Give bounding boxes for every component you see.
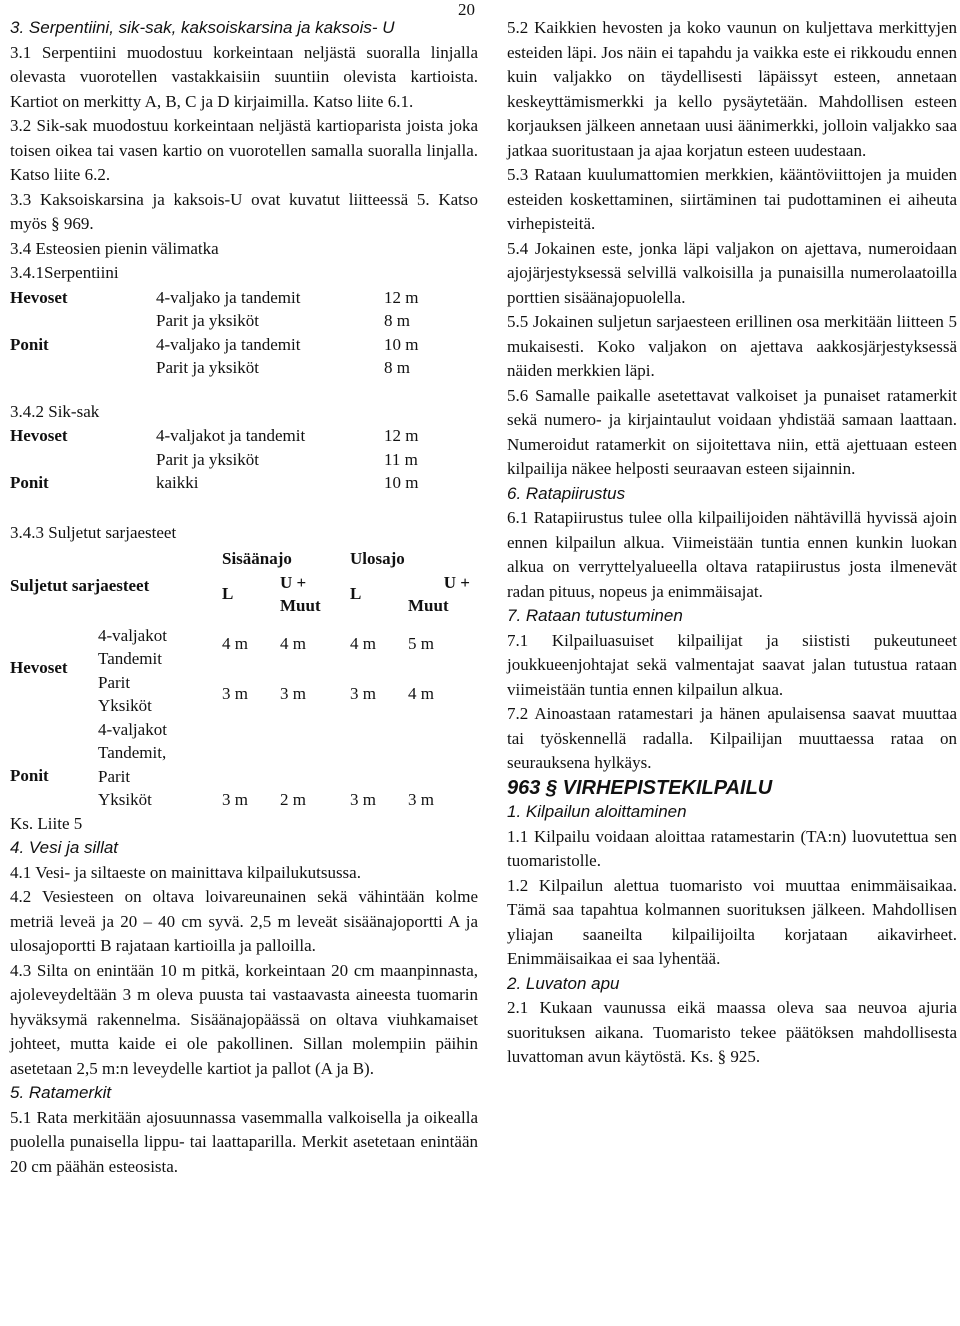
table-row xyxy=(10,471,450,495)
group-cell: Hevoset xyxy=(10,426,68,445)
section-7-heading: 7. Rataan tutustuminen xyxy=(507,606,683,625)
value-cell: 3 m xyxy=(280,684,306,704)
left-column xyxy=(10,16,478,1179)
value-cell: 4 m xyxy=(350,634,376,654)
para-4-1: 4.1 Vesi- ja siltaeste on mainittava kilpailukutsussa. xyxy=(10,862,361,882)
group-cell xyxy=(10,448,156,472)
group-cell: Ponit xyxy=(10,473,49,492)
para-3-1: 3.1 Serpentiini muodostuu korkeintaan neljästä suoralla linjalla olevasta vuorotellen vastakkaisiin suuntiin olevista kartioista. Kartiot on merkitty A, B, C ja D kirjaimilla. Katso liite 6.1. xyxy=(10,42,478,111)
item-line: Tandemit, xyxy=(98,743,167,762)
sub-u-b: Muut xyxy=(408,596,449,615)
para-5-4: 5.4 Jokainen este, jonka läpi valjakon on ajettava, numeroidaan ajojärjestyksessä selvillä valkoisilla ja punaisilla numerolaatoilla porttien sisäänajopuolella. xyxy=(507,238,957,307)
sub-u-a: U + xyxy=(443,572,470,592)
para-6-1: 6.1 Ratapiirustus tulee olla kilpailijoiden nähtävillä hyvissä ajoin ennen kilpailun alkua. Viimeistään tuntia ennen kunkin luokan alkua on verryttelyalueella oltava ratapiirustus josta ilmenevät radan pituus, nopeus ja enimmäisajat. xyxy=(507,508,957,601)
item-cell xyxy=(98,671,222,718)
para-5-2: 5.2 Kaikkien hevosten ja koko vaunun on kuljettava merkittyjen esteiden läpi. Jos näin ei tapahdu ja vaikka este ei rikkoudu ennen kuin valjakko on täydellisesti läpäissyt esteen, annetaan keskeyttämismerkki ja kello pysäytetään. Mahdollisen esteen korjauksen jälkeen annetaan uusi äänimerkki, jolloin valjakko saa jatkaa suoritustaan ja ajaa korjatun esteen uudestaan. xyxy=(507,18,957,160)
value-cell: 3 m xyxy=(350,684,376,704)
item-cell: kaikki xyxy=(156,473,199,492)
para-3-3: 3.3 Kaksoiskarsina ja kaksois-U ovat kuvatut liitteessä 5. Katso myös § 969. xyxy=(10,189,478,233)
sub-u-b: Muut xyxy=(280,596,321,615)
value-cell: 4 m xyxy=(280,634,306,654)
para-1-2: 1.2 Kilpailun alettua tuomaristo voi muuttaa enimmäisaikaa. Tämä saa tapahtua kolmannen suorituksen jälkeen. Mahdollisen yliajan saaneilta kilpailijoilta korjataan aikavirheet. Enimmäisaikaa ei saa lyhentää. xyxy=(507,875,957,968)
value-cell: 2 m xyxy=(280,790,306,809)
sub-l: L xyxy=(222,584,234,604)
group-cell xyxy=(10,309,156,333)
hevoset-label: Hevoset xyxy=(10,657,68,677)
item-cell: 4-valjakot ja tandemit xyxy=(156,426,306,445)
ponit-items-cell xyxy=(98,718,470,812)
table-row xyxy=(10,718,470,812)
col-ulosajo: Ulosajo xyxy=(350,549,405,568)
item-cell: 4-valjako ja tandemit xyxy=(156,287,301,307)
item-line: Parit xyxy=(98,672,131,692)
right-column xyxy=(507,16,957,1070)
suljetut-table xyxy=(10,547,470,812)
para-4-2: 4.2 Vesiesteen on oltava loivareunainen sekä vähintään kolme metriä leveä ja 20 – 40 cm syvä. 2,5 m leveät sisäänajoportti A ja ulosajoportti B rajataan kartioilla ja palloilla. xyxy=(10,887,478,955)
section-3-heading: 3. Serpentiini, sik-sak, kaksoiskarsina ja kaksois- U xyxy=(10,18,395,37)
section-2-heading: 2. Luvaton apu xyxy=(507,973,620,993)
ponit-last-row xyxy=(98,788,470,812)
sub-u xyxy=(280,571,350,618)
table-row xyxy=(10,309,450,333)
table-row xyxy=(10,547,470,571)
section-4-heading: 4. Vesi ja sillat xyxy=(10,838,119,857)
table-row xyxy=(10,618,470,671)
sub-l: L xyxy=(350,584,362,604)
value-cell: 5 m xyxy=(408,634,434,654)
value-cell: 3 m xyxy=(350,790,376,809)
group-cell: Ponit xyxy=(10,334,49,354)
para-3-2: 3.2 Sik-sak muodostuu korkeintaan neljästä kartioparista joista joka toisen oikea tai vasen kartio on vuorotellen samalla suoralla linjalla. Katso liite 6.2. xyxy=(10,116,478,184)
item-line: Yksiköt xyxy=(98,696,152,715)
item-line: 4-valjakot xyxy=(98,625,167,645)
para-2-1: 2.1 Kukaan vaunussa eikä maassa oleva saa neuvoa ajuria suorituksen aikana. Tuomaristo tekee päätöksen mahdollisesta luvattoman avun käytöstä. Ks. § 925. xyxy=(507,998,957,1066)
main-heading: 963 § VIRHEPISTEKILPAILU xyxy=(507,776,773,799)
para-3-4: 3.4 Esteosien pienin välimatka xyxy=(10,238,219,258)
item-cell xyxy=(98,618,222,671)
para-5-6: 5.6 Samalle paikalle asetettavat valkoiset ja punaiset ratamerkit sekä numero- ja kirjaintaulut voidaan yhdistää samaan laattaan. Numeroidut ratamerkit on sijoitettava niin, että ajettuaan esteen kilpailija näkee helposti seuraavan esteen sijainnin. xyxy=(507,385,957,478)
para-5-3: 5.3 Rataan kuulumattomien merkkien, kääntöviittojen ja muiden esteiden koskettaminen, siirtäminen tai pudottaminen ei aiheuta virhepisteitä. xyxy=(507,165,957,233)
value-cell: 8 m xyxy=(384,358,410,377)
value-cell: 4 m xyxy=(222,634,248,654)
group-cell xyxy=(10,356,156,380)
col-sisaanajo: Sisäänajo xyxy=(222,549,292,568)
siksak-table xyxy=(10,424,450,495)
para-3-4-3: 3.4.3 Suljetut sarjaesteet xyxy=(10,522,177,542)
suljetut-title: Suljetut sarjaesteet xyxy=(10,575,150,595)
section-1-heading: 1. Kilpailun aloittaminen xyxy=(507,802,687,821)
ponit-label: Ponit xyxy=(10,766,49,785)
para-3-4-2: 3.4.2 Sik-sak xyxy=(10,401,100,421)
value-cell: 3 m xyxy=(222,684,248,704)
ks-liite: Ks. Liite 5 xyxy=(10,813,83,833)
value-cell: 11 m xyxy=(384,449,418,469)
para-4-3: 4.3 Silta on enintään 10 m pitkä, korkeintaan 20 cm maanpinnasta, ajoleveydeltään 3 m oleva puusta tai vastaavasta aineesta tuomarin hyväksymä rakennelma. Sisäänajopäässä on oltava viuhkamaiset johteet, mutta kaide ei ole pakollinen. Sillan molempiin päihin asetetaan 2,5 m:n leveydelle kartiot ja pallot (A ja B). xyxy=(10,960,478,1078)
table-row xyxy=(10,448,450,472)
para-1-1: 1.1 Kilpailu voidaan aloittaa ratamestarin (TA:n) luovutettua sen tuomaristolle. xyxy=(507,826,957,870)
item-line: Yksiköt xyxy=(98,790,152,809)
item-cell: Parit ja yksiköt xyxy=(156,311,259,330)
value-cell: 10 m xyxy=(384,334,419,354)
value-cell: 3 m xyxy=(222,790,248,809)
serpentiini-table xyxy=(10,286,450,380)
item-line: Parit xyxy=(98,766,131,786)
table-row xyxy=(10,424,450,448)
table-row xyxy=(10,286,450,310)
para-7-1: 7.1 Kilpailuasuiset kilpailijat ja siististi pukeutuneet joukkueenjohtajat sekä valmentajat saavat jalan tutustua rataan viimeistään tuntia ennen kilpailun alkua. xyxy=(507,630,957,699)
item-cell: 4-valjako ja tandemit xyxy=(156,334,301,354)
value-cell: 12 m xyxy=(384,287,419,307)
table-row xyxy=(10,356,450,380)
para-7-2: 7.2 Ainoastaan ratamestari ja hänen apulaisensa saavat muuttaa tai työskennellä radalla. Kilpailijan muuttaessa rataa on seurauksena hylkäys. xyxy=(507,704,957,772)
sub-u xyxy=(408,571,470,618)
sub-u-a: U + xyxy=(280,572,307,592)
table-row xyxy=(10,333,450,357)
value-cell: 3 m xyxy=(408,790,434,809)
item-cell: Parit ja yksiköt xyxy=(156,358,259,377)
para-5-5: 5.5 Jokainen suljetun sarjaesteen erillinen osa merkitään liitteen 5 mukaisesti. Koko valjakon on ajettava aakkosjärjestyksessä näiden merkkien läpi. xyxy=(507,312,957,380)
section-5-heading: 5. Ratamerkit xyxy=(10,1083,112,1102)
item-line: Tandemit xyxy=(98,649,162,668)
value-cell: 10 m xyxy=(384,473,419,492)
page-number: 20 xyxy=(458,0,475,19)
para-5-1: 5.1 Rata merkitään ajosuunnassa vasemmalla valkoisella ja oikealla puolella punaisella lippu- tai laattaparilla. Merkit asetetaan enintään 20 cm päähän esteosista. xyxy=(10,1107,478,1176)
group-cell: Hevoset xyxy=(10,287,68,307)
value-cell: 12 m xyxy=(384,426,419,445)
section-6-heading: 6. Ratapiirustus xyxy=(507,483,626,503)
value-cell: 4 m xyxy=(408,684,434,704)
value-cell: 8 m xyxy=(384,311,410,330)
item-line: 4-valjakot xyxy=(98,719,167,739)
item-cell: Parit ja yksiköt xyxy=(156,449,259,469)
para-3-4-1: 3.4.1Serpentiini xyxy=(10,263,119,282)
